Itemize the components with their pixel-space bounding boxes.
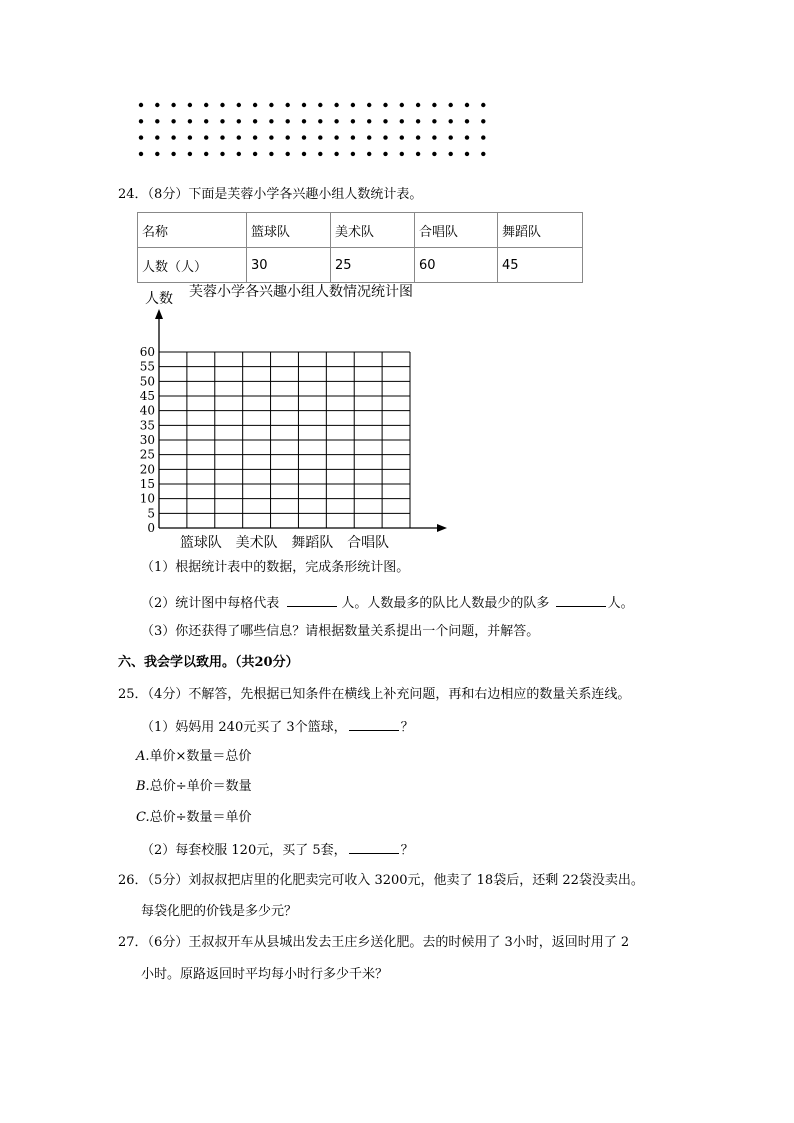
dot <box>449 103 453 107</box>
dot <box>400 119 404 123</box>
question-24-header: 24．（8分）下面是芙蓉小学各兴趣小组人数统计表。 <box>118 187 423 202</box>
table-cell: 合唱队 <box>415 213 498 248</box>
dot <box>400 135 404 139</box>
dot <box>139 152 143 156</box>
sub2-text: （2）每套校服 120元，买了 5套， <box>141 843 347 858</box>
y-tick-label: 20 <box>139 462 155 477</box>
table-cell: 名称 <box>138 213 247 248</box>
sub2-text-c: 人。 <box>607 596 634 611</box>
y-tick-label: 40 <box>139 403 155 418</box>
dot <box>481 152 485 156</box>
question-25-sub2 <box>141 840 414 860</box>
dot <box>334 119 338 123</box>
question-27-line1: 27．（6分）王叔叔开车从县城出发去王庄乡送化肥。去的时候用了 3小时，返回时用了 2 <box>118 935 630 950</box>
dot <box>286 119 290 123</box>
question-26-line1: 26．（5分）刘叔叔把店里的化肥卖完可收入 3200元，他卖了 18袋后，还剩 22袋没卖出。 <box>118 873 644 888</box>
question-24-sub3: （3）你还获得了哪些信息？请根据数量关系提出一个问题，并解答。 <box>141 624 540 639</box>
dot <box>367 103 371 107</box>
dot <box>432 103 436 107</box>
dot <box>188 135 192 139</box>
y-tick-label: 60 <box>139 345 155 359</box>
dot <box>367 152 371 156</box>
question-24-sub1: （1）根据统计表中的数据，完成条形统计图。 <box>141 560 410 575</box>
dot <box>155 103 159 107</box>
y-tick-label: 0 <box>147 521 155 535</box>
table-cell: 人数（人） <box>138 248 247 283</box>
table-cell: 25 <box>331 248 415 283</box>
dot <box>171 152 175 156</box>
dot <box>449 119 453 123</box>
dot <box>449 135 453 139</box>
option-a <box>136 748 251 766</box>
dot <box>351 103 355 107</box>
dot <box>318 119 322 123</box>
y-tick-label: 25 <box>139 447 155 462</box>
sub1-end: ？ <box>400 720 414 735</box>
table-row <box>138 213 583 248</box>
dot <box>237 119 241 123</box>
dot <box>481 119 485 123</box>
dot <box>351 135 355 139</box>
table-cell: 45 <box>498 248 583 283</box>
dot <box>481 103 485 107</box>
dot <box>432 152 436 156</box>
dot <box>220 152 224 156</box>
dot <box>400 103 404 107</box>
option-text: 单价×数量＝总价 <box>149 749 252 764</box>
dot <box>383 119 387 123</box>
y-tick-label: 15 <box>139 477 155 491</box>
dot <box>237 152 241 156</box>
dot <box>416 135 420 139</box>
dot <box>481 135 485 139</box>
dot <box>286 103 290 107</box>
dot <box>188 152 192 156</box>
y-tick-label: 50 <box>139 374 155 389</box>
x-tick-label: 合唱队 <box>347 535 390 551</box>
dot <box>367 119 371 123</box>
y-tick-label: 5 <box>147 506 155 521</box>
question-26-line2: 每袋化肥的价钱是多少元？ <box>141 904 298 919</box>
dot <box>416 119 420 123</box>
x-axis-arrow <box>437 524 447 532</box>
dot <box>383 152 387 156</box>
y-axis-arrow <box>155 309 163 319</box>
table-cell: 60 <box>415 248 498 283</box>
table-cell: 舞蹈队 <box>498 213 583 248</box>
dot <box>334 135 338 139</box>
section-title: 六、我会学以致用。（共20分） <box>118 655 299 670</box>
table-cell: 篮球队 <box>247 213 331 248</box>
dot <box>220 119 224 123</box>
dot <box>204 103 208 107</box>
dot <box>334 152 338 156</box>
dot <box>237 103 241 107</box>
chart-title: 芙蓉小学各兴趣小组人数情况统计图 <box>189 284 413 300</box>
dot <box>302 103 306 107</box>
option-text: 总价÷单价＝数量 <box>149 779 252 794</box>
sub2-text-b: 人。人数最多的队比人数最少的队多 <box>341 596 550 611</box>
dot <box>204 152 208 156</box>
dot <box>367 135 371 139</box>
dot <box>269 152 273 156</box>
x-tick-label: 美术队 <box>235 535 278 551</box>
sub1-text: （1）妈妈用 240元买了 3个篮球， <box>141 720 347 735</box>
answer-blank[interactable] <box>349 840 399 854</box>
dot <box>383 135 387 139</box>
dot <box>269 119 273 123</box>
dot <box>253 135 257 139</box>
dot <box>139 103 143 107</box>
answer-blank[interactable] <box>349 717 399 731</box>
dot <box>155 119 159 123</box>
dot <box>155 152 159 156</box>
option-letter: C. <box>136 810 150 825</box>
y-tick-label: 30 <box>139 433 155 447</box>
dot <box>465 119 469 123</box>
dot <box>220 103 224 107</box>
dot <box>334 103 338 107</box>
dot-grid <box>135 99 495 171</box>
dot <box>318 152 322 156</box>
dot <box>220 135 224 139</box>
dot <box>302 119 306 123</box>
dot <box>139 119 143 123</box>
option-text: 总价÷数量＝单价 <box>149 810 252 825</box>
x-tick-label: 篮球队 <box>179 535 222 551</box>
table-cell: 美术队 <box>331 213 415 248</box>
dot <box>465 135 469 139</box>
dot <box>253 119 257 123</box>
question-25-header: 25．（4分）不解答，先根据已知条件在横线上补充问题，再和右边相应的数量关系连线。 <box>118 687 631 702</box>
dot <box>155 135 159 139</box>
answer-blank[interactable] <box>556 593 606 607</box>
option-b <box>136 778 252 796</box>
dot <box>400 152 404 156</box>
y-axis-label: 人数 <box>145 291 173 307</box>
table-row <box>138 248 583 283</box>
dot <box>383 103 387 107</box>
question-24-sub2 <box>141 593 634 613</box>
table-cell: 30 <box>247 248 331 283</box>
dot <box>432 119 436 123</box>
y-tick-label: 55 <box>139 359 155 374</box>
dot <box>171 119 175 123</box>
dot <box>449 152 453 156</box>
y-tick-label: 10 <box>139 491 155 506</box>
sub2-text-a: （2）统计图中每格代表 <box>141 596 280 611</box>
dot <box>465 152 469 156</box>
dot <box>432 135 436 139</box>
dot <box>302 152 306 156</box>
dot <box>253 103 257 107</box>
question-27-line2: 小时。原路返回时平均每小时行多少千米？ <box>141 967 389 982</box>
dot <box>188 119 192 123</box>
dot <box>416 103 420 107</box>
dot <box>416 152 420 156</box>
sub2-end: ？ <box>400 843 414 858</box>
dot <box>351 152 355 156</box>
dot <box>318 103 322 107</box>
option-c <box>136 809 252 827</box>
dot <box>139 135 143 139</box>
dot <box>351 119 355 123</box>
dot <box>253 152 257 156</box>
dot <box>465 103 469 107</box>
dot <box>204 135 208 139</box>
dot <box>237 135 241 139</box>
option-letter: A. <box>136 749 150 764</box>
dot <box>302 135 306 139</box>
dot <box>286 135 290 139</box>
dot <box>286 152 290 156</box>
y-tick-label: 35 <box>139 418 155 433</box>
chart-svg <box>137 281 449 551</box>
x-tick-label: 舞蹈队 <box>291 535 334 551</box>
stat-table <box>137 212 583 283</box>
question-25-sub1 <box>141 717 414 737</box>
bar-chart <box>137 281 449 551</box>
option-letter: B. <box>136 779 150 794</box>
dot <box>269 135 273 139</box>
dot <box>269 103 273 107</box>
dot <box>204 119 208 123</box>
dot <box>171 135 175 139</box>
dot <box>171 103 175 107</box>
dot <box>188 103 192 107</box>
dot <box>318 135 322 139</box>
answer-blank[interactable] <box>287 593 337 607</box>
y-tick-label: 45 <box>139 389 155 403</box>
